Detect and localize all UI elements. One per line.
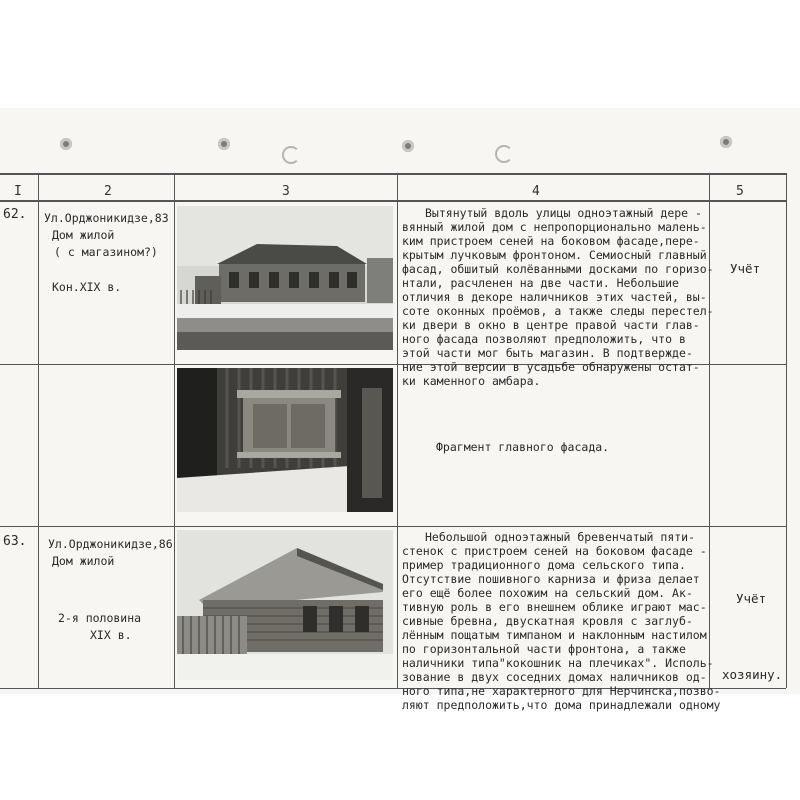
row-number: 62. bbox=[3, 207, 27, 222]
column-divider bbox=[397, 173, 398, 688]
torn-hole-icon bbox=[495, 145, 513, 163]
description-line: фасад, обшитый колёванными досками по горизо- bbox=[402, 262, 714, 276]
row-divider bbox=[0, 526, 786, 527]
punch-hole-icon bbox=[720, 136, 732, 148]
description-line: наличники типа"кокошник на плечиках". Исполь- bbox=[402, 656, 714, 670]
building-type: Дом жилой bbox=[52, 228, 115, 242]
description-line: лённым пощатым тимпаном и наклонным настилом bbox=[402, 628, 707, 642]
building-date: 2-я половина bbox=[58, 611, 142, 625]
table-top-rule bbox=[0, 173, 786, 175]
description-line: ляют предположить,что дома принадлежали одному bbox=[402, 698, 721, 712]
description-line: зование в двух соседних домах наличников од- bbox=[402, 670, 707, 684]
building-type: Дом жилой bbox=[52, 554, 115, 568]
building-note: ( с магазином?) bbox=[54, 245, 158, 259]
description-line: ки двери в окно в центре правой части глав- bbox=[402, 318, 700, 332]
punch-hole-icon bbox=[402, 140, 414, 152]
building-date: Кон.XIX в. bbox=[52, 280, 122, 294]
facade-fragment-photo bbox=[177, 368, 393, 512]
facade-fragment-image bbox=[177, 368, 393, 512]
description-tail: хозяину. bbox=[722, 667, 783, 682]
column-header: 4 bbox=[532, 184, 540, 199]
house-photo-image bbox=[177, 206, 393, 350]
row-number: 63. bbox=[3, 534, 27, 549]
status-badge: Учёт bbox=[736, 591, 767, 606]
column-header: 5 bbox=[736, 184, 744, 199]
column-header: I bbox=[14, 184, 22, 199]
photo-caption: Фрагмент главного фасада. bbox=[436, 440, 610, 454]
address: Ул.Орджоникидзе,83 bbox=[44, 211, 169, 225]
description-line: по горизонтальной части фронтона, а также bbox=[402, 642, 686, 656]
punch-hole-icon bbox=[60, 138, 72, 150]
header-bottom-rule bbox=[0, 200, 786, 202]
description-line: ки каменного амбара. bbox=[402, 374, 541, 388]
address: Ул.Орджоникидзе,86 bbox=[48, 537, 173, 551]
torn-hole-icon bbox=[282, 146, 300, 164]
description-line: его ещё более похожим на сельский дом. Ак- bbox=[402, 586, 693, 600]
description-line: пример традиционного дома сельского типа. bbox=[402, 558, 686, 572]
column-header: 3 bbox=[282, 184, 290, 199]
column-divider bbox=[38, 173, 39, 688]
column-divider bbox=[709, 173, 710, 688]
status-badge: Учёт bbox=[730, 261, 761, 276]
description-line: ние этой версии в усадьбе обнаружены остат- bbox=[402, 360, 700, 374]
building-date: XIX в. bbox=[90, 628, 132, 642]
description-line: Небольшой одноэтажный бревенчатый пяти- bbox=[425, 530, 696, 544]
description-line: ким пристроем сеней на боковом фасаде,пере- bbox=[402, 234, 700, 248]
description-line: вянный жилой дом с непропорционально малень- bbox=[402, 220, 707, 234]
description-line: соте оконных проёмов, а также следы перестел- bbox=[402, 304, 714, 318]
description-line: этой части мог быть магазин. В подтвержде- bbox=[402, 346, 693, 360]
description-line: Отсутствие пошивного карниза и фриза делает bbox=[402, 572, 700, 586]
house-photo bbox=[177, 206, 393, 350]
description-line: Вытянутый вдоль улицы одноэтажный дере - bbox=[425, 206, 702, 220]
punch-hole-icon bbox=[218, 138, 230, 150]
house-photo-image bbox=[177, 530, 393, 680]
column-header: 2 bbox=[104, 184, 112, 199]
description-line: нтали, расчленен на две части. Небольшие bbox=[402, 276, 679, 290]
description-line: отличия в декоре наличников этих частей, вы- bbox=[402, 290, 707, 304]
description-line: тивную роль в его внешнем облике играют мас- bbox=[402, 600, 707, 614]
house-photo bbox=[177, 530, 393, 680]
description-line: ного фасада позволяют предположить, что в bbox=[402, 332, 686, 346]
description-line: стенок с пристроем сеней на боковом фасаде - bbox=[402, 544, 707, 558]
description-line: сивные бревна, двускатная кровля с заглуб- bbox=[402, 614, 693, 628]
column-divider bbox=[786, 173, 787, 688]
description-line: крытым лучковым фронтоном. Семиосный главный bbox=[402, 248, 707, 262]
description-line: ного типа,не характерного для Нерчинска,позво- bbox=[402, 684, 721, 698]
column-divider bbox=[174, 173, 175, 688]
